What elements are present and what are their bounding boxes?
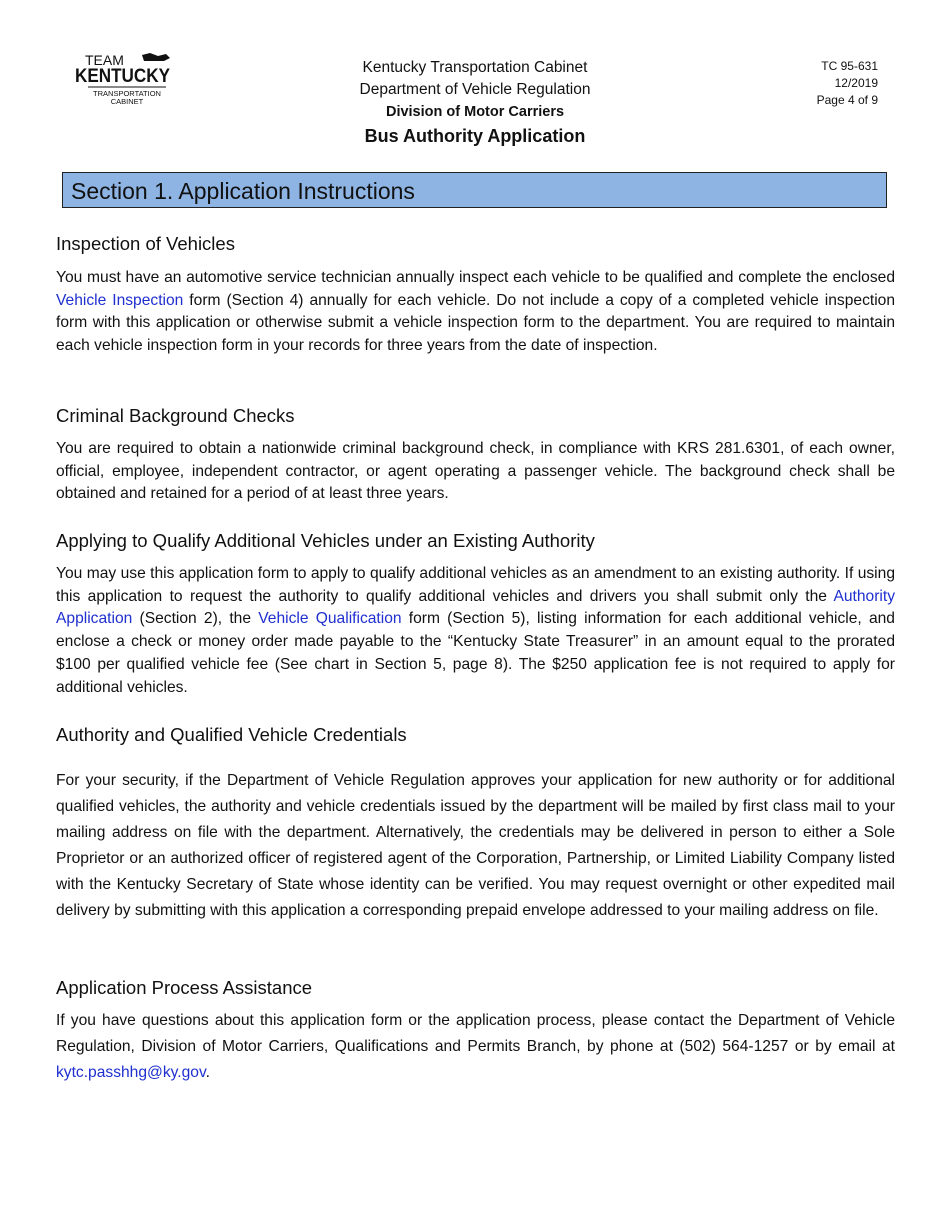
vehicle-qualification-link[interactable]: Vehicle Qualification (258, 610, 402, 628)
kentucky-logo-icon (74, 52, 176, 108)
credentials-paragraph: For your security, if the Department of Vehicle Regulation approves your application for new authority or for additional qualified vehicles, the authority and vehicle credentials issued by the department will be mailed by first class mail to your mailing address on file with the department. Alternatively, the credentials may be delivered in person to either a Sole Proprietor or an authorized officer of registered agent of the Corporation, Partnership, or Limited Liability Company listed with the Kentucky Secretary of State whose identity can be verified. You may request overnight or other expedited mail delivery by submitting with this application a corresponding prepaid envelope addressed to your mailing address on file. (56, 772, 895, 919)
background-paragraph: You are required to obtain a nationwide criminal background check, in compliance with KRS 281.6301, of each owner, official, employee, independent contractor, or agent operating a passenger vehicle. The background check shall be obtained and retained for a period of at least three years. (56, 440, 895, 503)
inspection-section (56, 232, 895, 358)
team-kentucky-logo (74, 52, 176, 108)
additional-vehicles-section (56, 529, 895, 699)
additional-vehicles-paragraph: You may use this application form to apply to qualify additional vehicles as an amendment to an existing authority. If using this application to request the authority to qualify additional vehicles and drivers you shall submit only the Authority Application (Section 2), the Vehicle Qualification form (Section 5), listing information for each additional vehicle, and enclose a check or money order made payable to the “Kentucky State Treasurer” in an amount equal to the prorated $100 per qualified vehicle fee (See chart in Section 5, page 8). The $250 application fee is not required to apply for additional vehicles. (56, 565, 895, 696)
svg-text:KENTUCKY: KENTUCKY (75, 66, 171, 87)
contact-email-link[interactable]: kytc.passhhg@ky.gov (56, 1064, 206, 1081)
assistance-paragraph: If you have questions about this application form or the application process, please contact the Department of Vehicle Regulation, Division of Motor Carriers, Qualifications and Permits Branch, by phone at (502) 564-1257 or by email at kytc.passhhg@ky.gov. (56, 1012, 895, 1081)
background-section (56, 404, 895, 506)
document-title: Bus Authority Application (364, 126, 586, 146)
division-name: Division of Motor Carriers (385, 104, 565, 120)
background-heading: Criminal Background Checks (56, 405, 295, 426)
page-header (250, 57, 700, 149)
form-number: TC 95-631 (821, 59, 878, 73)
department-name: Department of Vehicle Regulation (359, 81, 591, 98)
svg-text:CABINET: CABINET (110, 97, 144, 106)
inspection-paragraph: You must have an automotive service technician annually inspect each vehicle to be qualified and complete the enclosed Vehicle Inspection form (Section 4) annually for each vehicle. Do not include a copy of a completed vehicle inspection form with this application or otherwise submit a vehicle inspection form to the department. You are required to maintain each vehicle inspection form in your records for three years from the date of inspection. (56, 269, 896, 355)
form-date: 12/2019 (834, 76, 878, 90)
assistance-section (56, 976, 895, 1086)
page-number: Page 4 of 9 (816, 93, 878, 107)
svg-text:TRANSPORTATION: TRANSPORTATION (93, 89, 161, 98)
additional-vehicles-heading: Applying to Qualify Additional Vehicles under an Existing Authority (56, 530, 595, 551)
credentials-heading: Authority and Qualified Vehicle Credentials (56, 724, 407, 745)
credentials-section (56, 723, 895, 924)
section-header-bar (62, 172, 887, 208)
svg-text:TEAM: TEAM (85, 52, 124, 68)
inspection-heading: Inspection of Vehicles (56, 233, 235, 254)
assistance-heading: Application Process Assistance (56, 977, 313, 998)
vehicle-inspection-link[interactable]: Vehicle Inspection (56, 291, 184, 309)
authority-application-link[interactable]: Authority Application (56, 587, 895, 628)
agency-name: Kentucky Transportation Cabinet (362, 59, 588, 76)
section-title: Section 1. Application Instructions (71, 178, 415, 204)
form-meta (817, 58, 878, 109)
